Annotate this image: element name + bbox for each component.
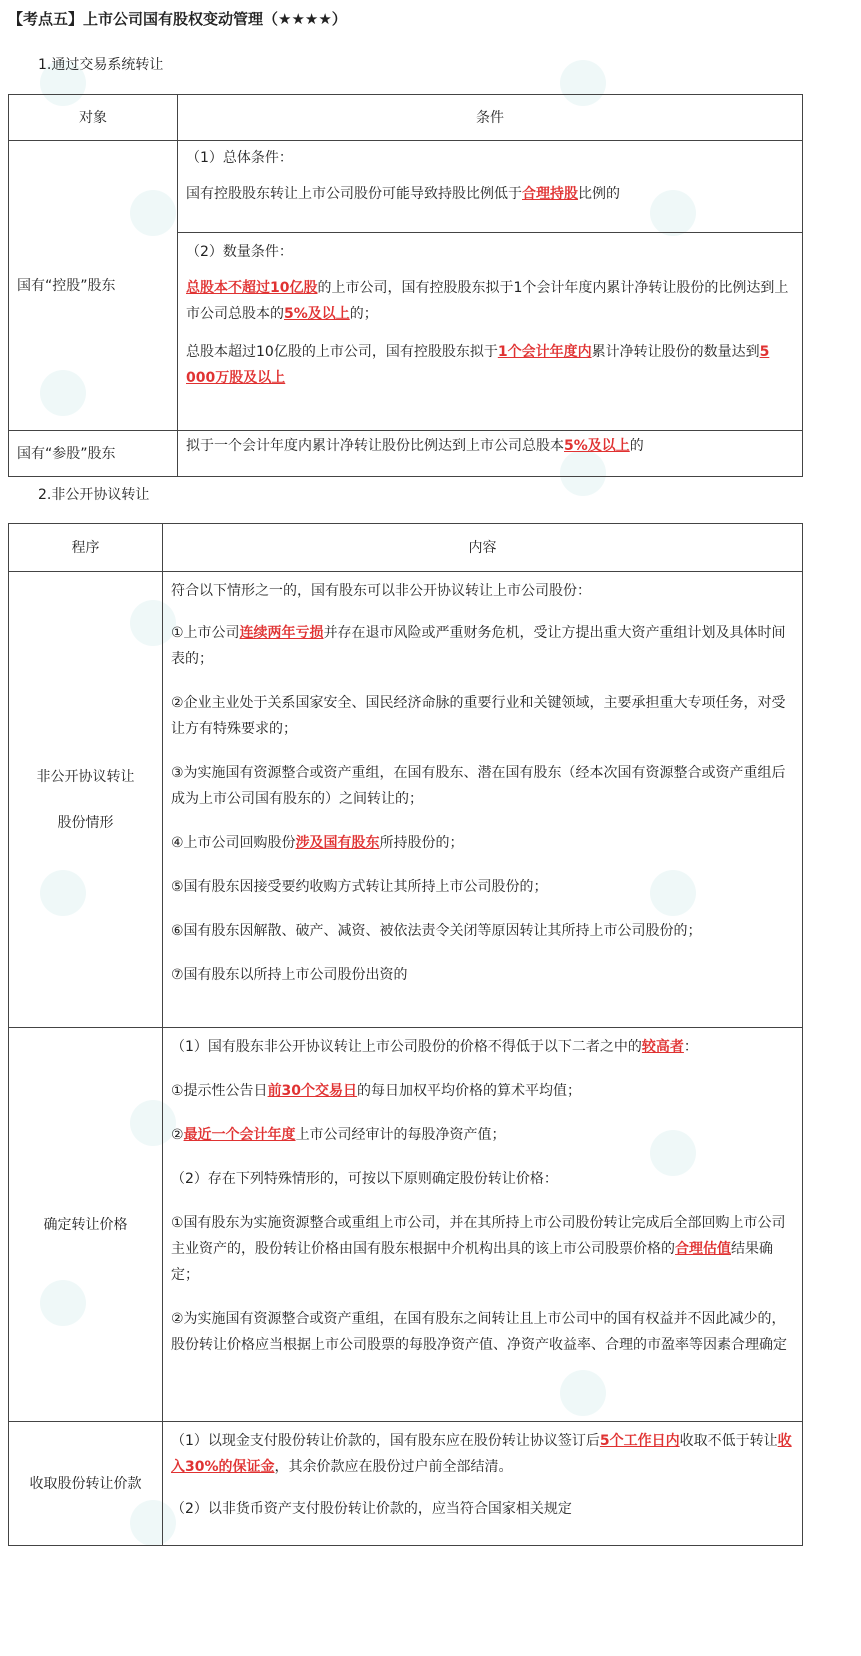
section-heading-1: 1.通过交易系统转让 [38,57,164,73]
column-header-object: 对象 [9,95,178,141]
text-line: （2）以非货币资产支付股份转让价款的，应当符合国家相关规定 [171,1501,572,1517]
text-line: 总股本不超过10亿股的上市公司，国有控股股东拟于1个会计年度内累计净转让股份的比例达到上市公司总股本的5%及以上的； [186,280,789,322]
row-label-controlling: 国有“控股”股东 [9,141,178,431]
text-line: ⑥国有股东因解散、破产、减资、被依法责令关闭等原因转让其所持上市公司股份的； [171,923,702,939]
text-line: ②最近一个会计年度上市公司经审计的每股净资产值； [171,1127,506,1143]
text-line: ⑤国有股东因接受要约收购方式转让其所持上市公司股份的； [171,879,548,895]
text-line: 国有控股股东转让上市公司股份可能导致持股比例低于合理持股比例的 [186,186,620,202]
text-line: （1）以现金支付股份转让价款的，国有股东应在股份转让协议签订后5个工作日内收取不低于转让收入30%的保证金，其余价款应在股份过户前全部结清。 [171,1433,792,1475]
cell-price [163,1028,803,1422]
text-line: ②为实施国有资源整合或资产重组，在国有股东之间转让且上市公司中的国有权益并不因此减少的，股份转让价格应当根据上市公司股票的每股净资产值、净资产收益率、合理的市盈率等因素合理确定 [171,1311,787,1353]
column-header-procedure: 程序 [9,524,163,572]
table-private-transfer [8,523,803,1546]
text-line: ④上市公司回购股份涉及国有股东所持股份的； [171,835,464,851]
text-line: ①提示性公告日前30个交易日的每日加权平均价格的算术平均值； [171,1083,582,1099]
row-label-price: 确定转让价格 [9,1028,163,1422]
text-line: （2）存在下列特殊情形的，可按以下原则确定股份转让价格： [171,1171,558,1187]
text-line: 总股本超过10亿股的上市公司，国有控股股东拟于1个会计年度内累计净转让股份的数量达到5 000万股及以上 [186,344,770,386]
text-line: （2）数量条件： [186,244,293,260]
row-label-minority: 国有“参股”股东 [9,431,178,477]
row-label-situations: 非公开协议转让 股份情形 [9,572,163,1028]
cell-general-condition [178,141,803,233]
cell-minority-condition: 拟于一个会计年度内累计净转让股份比例达到上市公司总股本5%及以上的 [178,431,803,477]
text-line: ⑦国有股东以所持上市公司股份出资的 [171,967,408,983]
text-line: ①上市公司连续两年亏损并存在退市风险或严重财务危机，受让方提出重大资产重组计划及具体时间表的； [171,625,786,667]
column-header-content: 内容 [163,524,803,572]
text-line: （1）总体条件： [186,150,293,166]
table-exchange-transfer [8,94,803,477]
section-heading-2: 2.非公开协议转让 [38,487,150,503]
text-line: ①国有股东为实施资源整合或重组上市公司，并在其所持上市公司股份转让完成后全部回购上市公司主业资产的，股份转让价格由国有股东根据中介机构出具的该上市公司股票价格的合理估值结果确定； [171,1215,786,1283]
text-line: （1）国有股东非公开协议转让上市公司股份的价格不得低于以下二者之中的较高者： [171,1039,698,1055]
text-line: ②企业主业处于关系国家安全、国民经济命脉的重要行业和关键领域，主要承担重大专项任务，对受让方有特殊要求的； [171,695,786,737]
page-title: 【考点五】上市公司国有股权变动管理（★★★★） [8,10,347,28]
cell-quantity-condition [178,233,803,431]
text-line: 符合以下情形之一的，国有股东可以非公开协议转让上市公司股份： [171,583,591,599]
row-label-payment: 收取股份转让价款 [9,1422,163,1546]
cell-payment [163,1422,803,1546]
text-line: ③为实施国有资源整合或资产重组，在国有股东、潜在国有股东（经本次国有资源整合或资产重组后成为上市公司国有股东的）之间转让的； [171,765,786,807]
cell-situations [163,572,803,1028]
column-header-condition: 条件 [178,95,803,141]
